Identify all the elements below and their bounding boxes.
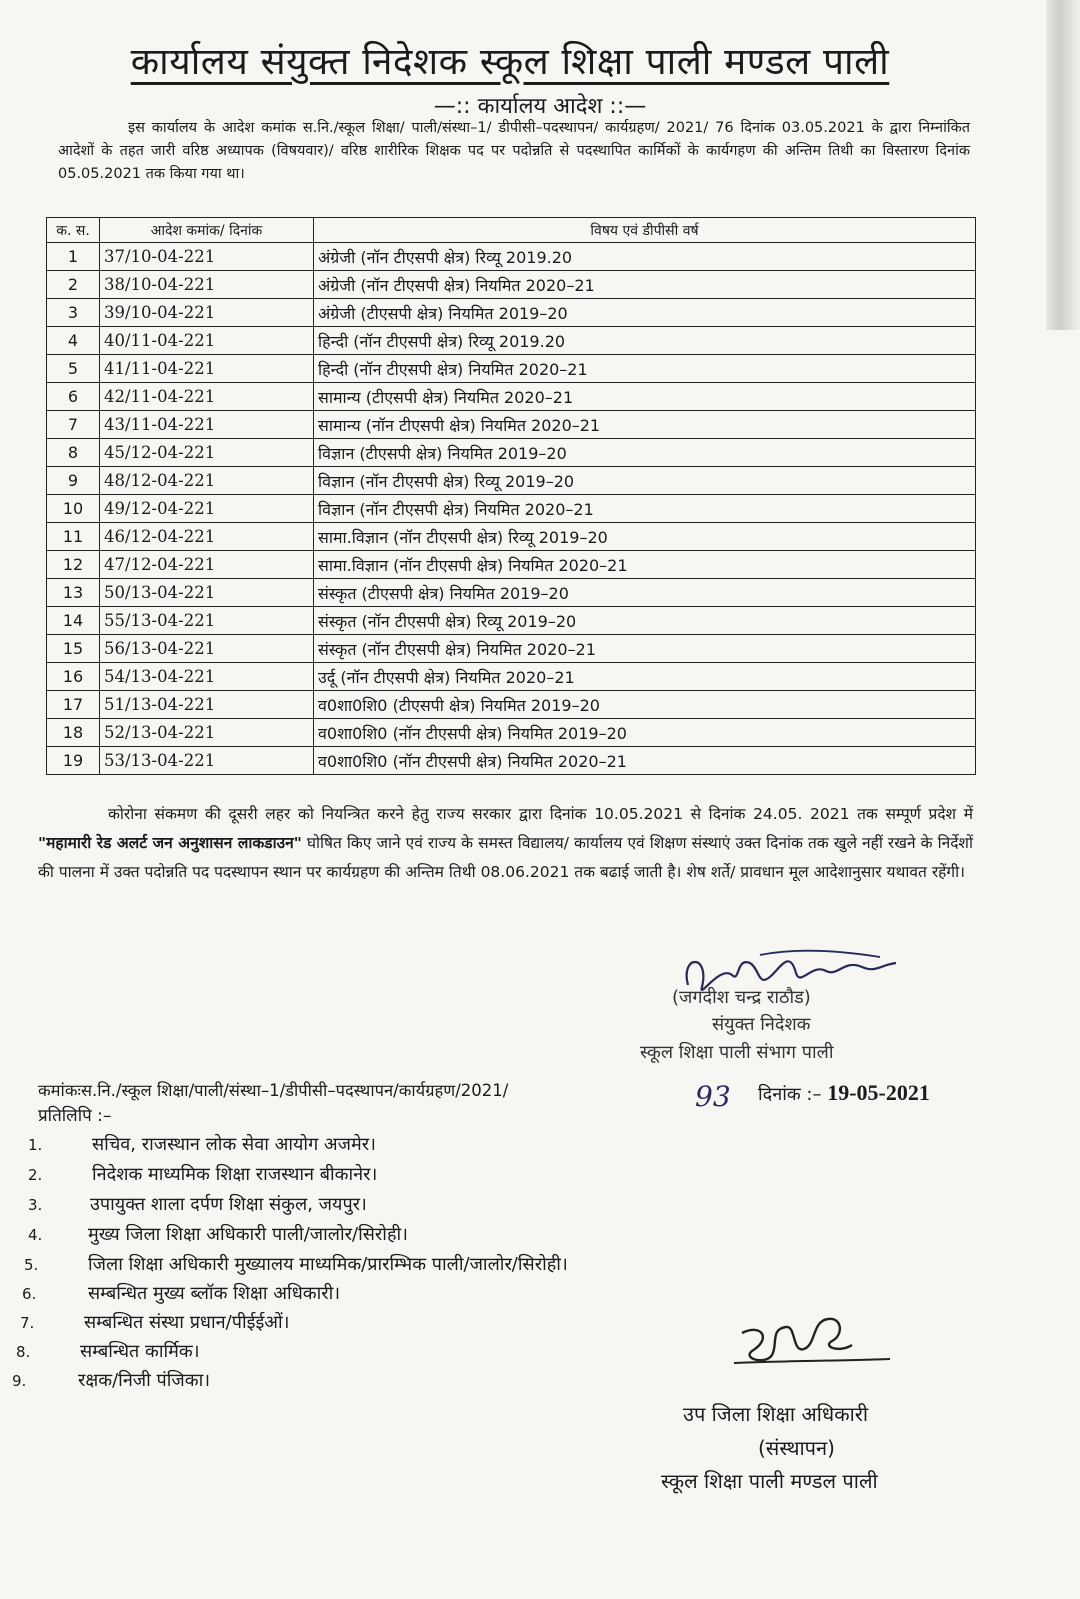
row-subject: संस्कृत (नॉन टीएसपी क्षेत्र) नियमित 2020–21 bbox=[314, 635, 976, 663]
row-order-number: 39/10-04-221 bbox=[100, 299, 314, 327]
copy-item-number: 4. bbox=[28, 1226, 43, 1244]
row-order-number: 51/13-04-221 bbox=[100, 691, 314, 719]
table-row bbox=[47, 299, 976, 327]
row-order-number: 37/10-04-221 bbox=[100, 243, 314, 271]
copy-item-text: निदेशक माध्यमिक शिक्षा राजस्थान बीकानेर। bbox=[92, 1164, 378, 1185]
orders-table bbox=[46, 217, 976, 775]
table-row bbox=[47, 747, 976, 775]
copy-item-number: 2. bbox=[28, 1166, 43, 1184]
table-row bbox=[47, 607, 976, 635]
table-row bbox=[47, 663, 976, 691]
row-order-number: 46/12-04-221 bbox=[100, 523, 314, 551]
row-serial: 3 bbox=[47, 299, 100, 327]
order-heading: —:: कार्यालय आदेश ::— bbox=[433, 94, 647, 119]
row-serial: 6 bbox=[47, 383, 100, 411]
row-serial: 11 bbox=[47, 523, 100, 551]
copy-item-number: 5. bbox=[24, 1256, 39, 1274]
row-serial: 18 bbox=[47, 719, 100, 747]
row-order-number: 56/13-04-221 bbox=[100, 635, 314, 663]
copy-item-number: 9. bbox=[12, 1372, 27, 1390]
row-serial: 1 bbox=[47, 243, 100, 271]
row-order-number: 48/12-04-221 bbox=[100, 467, 314, 495]
deputy-officer-signature bbox=[712, 1305, 902, 1385]
row-serial: 5 bbox=[47, 355, 100, 383]
extension-text-before: कोरोना संकमण की दूसरी लहर को नियन्त्रित करने हेतु राज्य सरकार द्वारा दिनांक 10.05.2021 से दिनांक 24.05. 2021 तक सम्पूर्ण प्रदेश में bbox=[108, 805, 973, 823]
row-subject: व0शा0शि0 (नॉन टीएसपी क्षेत्र) नियमित 2020–21 bbox=[314, 747, 976, 775]
table-row bbox=[47, 495, 976, 523]
reference-date-label: दिनांक :– bbox=[758, 1084, 822, 1105]
table-row bbox=[47, 327, 976, 355]
row-order-number: 50/13-04-221 bbox=[100, 579, 314, 607]
row-subject: सामान्य (टीएसपी क्षेत्र) नियमित 2020–21 bbox=[314, 383, 976, 411]
table-row bbox=[47, 383, 976, 411]
row-subject: अंग्रेजी (टीएसपी क्षेत्र) नियमित 2019–20 bbox=[314, 299, 976, 327]
reference-date: 19-05-2021 bbox=[827, 1080, 930, 1105]
orders-table-body bbox=[47, 243, 976, 775]
row-order-number: 41/11-04-221 bbox=[100, 355, 314, 383]
deputy-officer-designation: उप जिला शिक्षा अधिकारी bbox=[683, 1402, 869, 1426]
row-order-number: 52/13-04-221 bbox=[100, 719, 314, 747]
row-subject: उर्दू (नॉन टीएसपी क्षेत्र) नियमित 2020–21 bbox=[314, 663, 976, 691]
copy-item-number: 7. bbox=[20, 1314, 35, 1332]
row-subject: विज्ञान (नॉन टीएसपी क्षेत्र) रिव्यू 2019–20 bbox=[314, 467, 976, 495]
header-order-number: आदेश कमांक/ दिनांक bbox=[100, 218, 314, 243]
copy-item-number: 8. bbox=[16, 1343, 31, 1361]
copy-list-item bbox=[24, 1252, 568, 1276]
deputy-officer-section: (संस्थापन) bbox=[758, 1436, 835, 1460]
lockdown-highlight: "महामारी रेड अलर्ट जन अनुशासन लाकडाउन" bbox=[38, 834, 302, 852]
row-subject: हिन्दी (नॉन टीएसपी क्षेत्र) नियमित 2020–21 bbox=[314, 355, 976, 383]
row-order-number: 47/12-04-221 bbox=[100, 551, 314, 579]
intro-paragraph: इस कार्यालय के आदेश कमांक स.नि./स्कूल शिक्षा/ पाली/संस्था–1/ डीपीसी–पदस्थापन/ कार्यग्रहण/ 2021/ 76 दिनांक 03.05.2021 के द्वारा निम्नांकित आदेशों के तहत जारी वरिष्ठ अध्यापक (विषयवार)/ वरिष्ठ शारीरिक शिक्षक पद पर पदोन्नति से पदस्थापित कार्मिकों के कार्यगहण की अन्तिम तिथी का विस्तारण दिनांक 05.05.2021 तक किया गया था। bbox=[58, 120, 970, 182]
row-subject: सामान्य (नॉन टीएसपी क्षेत्र) नियमित 2020–21 bbox=[314, 411, 976, 439]
row-serial: 19 bbox=[47, 747, 100, 775]
row-serial: 4 bbox=[47, 327, 100, 355]
copy-item-text: सम्बन्धित संस्था प्रधान/पीईईओं। bbox=[84, 1312, 290, 1333]
table-row bbox=[47, 355, 976, 383]
row-order-number: 49/12-04-221 bbox=[100, 495, 314, 523]
orders-table-header bbox=[47, 218, 976, 243]
row-serial: 13 bbox=[47, 579, 100, 607]
table-row bbox=[47, 243, 976, 271]
row-order-number: 54/13-04-221 bbox=[100, 663, 314, 691]
copy-list-item bbox=[28, 1192, 367, 1216]
copy-item-number: 3. bbox=[28, 1196, 43, 1214]
copy-list-item bbox=[20, 1310, 290, 1334]
row-serial: 10 bbox=[47, 495, 100, 523]
copy-item-text: उपायुक्त शाला दर्पण शिक्षा संकुल, जयपुर। bbox=[90, 1194, 367, 1215]
joint-director-office: स्कूल शिक्षा पाली संभाग पाली bbox=[640, 1042, 834, 1063]
table-row bbox=[47, 467, 976, 495]
extension-text-after: घोषित किए जाने एवं राज्य के समस्त विद्यालय/ कार्यालय एवं शिक्षण संस्थाएं उक्त दिनांक तक खुले नहीं रखने के निर्देशों की पालना में उक्त पदोन्नति पद पदस्थापन स्थान पर कार्यग्रहण की अन्तिम तिथी 08.06.2021 तक बढाई जाती है। शेष शर्ते/ प्रावधान मूल आदेशानुसार यथावत रहेंगी। bbox=[38, 834, 973, 881]
row-serial: 17 bbox=[47, 691, 100, 719]
copy-item-text: सम्बन्धित मुख्य ब्लॉक शिक्षा अधिकारी। bbox=[88, 1283, 341, 1304]
row-subject: विज्ञान (नॉन टीएसपी क्षेत्र) नियमित 2020–21 bbox=[314, 495, 976, 523]
table-row bbox=[47, 271, 976, 299]
row-serial: 2 bbox=[47, 271, 100, 299]
header-serial: क. स. bbox=[47, 218, 100, 243]
copy-list-item bbox=[22, 1281, 340, 1305]
row-serial: 12 bbox=[47, 551, 100, 579]
copy-item-text: मुख्य जिला शिक्षा अधिकारी पाली/जालोर/सिरोही। bbox=[88, 1224, 408, 1245]
table-row bbox=[47, 551, 976, 579]
copy-list-item bbox=[16, 1339, 200, 1363]
row-serial: 9 bbox=[47, 467, 100, 495]
table-row bbox=[47, 579, 976, 607]
copy-item-text: सम्बन्धित कार्मिक। bbox=[80, 1341, 200, 1362]
copy-list-item bbox=[28, 1132, 376, 1156]
table-row bbox=[47, 691, 976, 719]
row-order-number: 43/11-04-221 bbox=[100, 411, 314, 439]
deputy-officer-office: स्कूल शिक्षा पाली मण्डल पाली bbox=[661, 1469, 878, 1493]
copy-item-text: जिला शिक्षा अधिकारी मुख्यालय माध्यमिक/प्रारम्भिक पाली/जालोर/सिरोही। bbox=[88, 1254, 568, 1275]
reference-date-line bbox=[758, 1080, 930, 1106]
copy-to-label: प्रतिलिपि :– bbox=[38, 1106, 112, 1126]
copy-item-number: 6. bbox=[22, 1285, 37, 1303]
page-edge-shadow bbox=[1046, 0, 1080, 330]
header-subject: विषय एवं डीपीसी वर्ष bbox=[314, 218, 976, 243]
copy-list-item bbox=[28, 1162, 377, 1186]
row-subject: विज्ञान (टीएसपी क्षेत्र) नियमित 2019–20 bbox=[314, 439, 976, 467]
row-subject: हिन्दी (नॉन टीएसपी क्षेत्र) रिव्यू 2019.20 bbox=[314, 327, 976, 355]
copy-item-text: रक्षक/निजी पंजिका। bbox=[78, 1370, 211, 1391]
table-row bbox=[47, 411, 976, 439]
office-title: कार्यालय संयुक्त निदेशक स्कूल शिक्षा पाली मण्डल पाली bbox=[130, 40, 890, 83]
row-serial: 14 bbox=[47, 607, 100, 635]
extension-paragraph bbox=[38, 800, 973, 887]
joint-director-designation: संयुक्त निदेशक bbox=[712, 1014, 811, 1035]
copy-list-item bbox=[12, 1368, 210, 1392]
joint-director-name: (जगदीश चन्द्र राठौड) bbox=[672, 987, 811, 1008]
row-order-number: 55/13-04-221 bbox=[100, 607, 314, 635]
copy-item-number: 1. bbox=[28, 1136, 43, 1154]
row-order-number: 53/13-04-221 bbox=[100, 747, 314, 775]
row-subject: संस्कृत (टीएसपी क्षेत्र) नियमित 2019–20 bbox=[314, 579, 976, 607]
table-row bbox=[47, 635, 976, 663]
row-subject: संस्कृत (नॉन टीएसपी क्षेत्र) रिव्यू 2019–20 bbox=[314, 607, 976, 635]
row-order-number: 40/11-04-221 bbox=[100, 327, 314, 355]
row-serial: 15 bbox=[47, 635, 100, 663]
table-row bbox=[47, 719, 976, 747]
row-subject: अंग्रेजी (नॉन टीएसपी क्षेत्र) नियमित 2020–21 bbox=[314, 271, 976, 299]
row-order-number: 38/10-04-221 bbox=[100, 271, 314, 299]
row-subject: सामा.विज्ञान (नॉन टीएसपी क्षेत्र) रिव्यू 2019–20 bbox=[314, 523, 976, 551]
row-subject: सामा.विज्ञान (नॉन टीएसपी क्षेत्र) नियमित 2020–21 bbox=[314, 551, 976, 579]
row-subject: अंग्रेजी (नॉन टीएसपी क्षेत्र) रिव्यू 2019.20 bbox=[314, 243, 976, 271]
row-subject: व0शा0शि0 (नॉन टीएसपी क्षेत्र) नियमित 2019–20 bbox=[314, 719, 976, 747]
row-subject: व0शा0शि0 (टीएसपी क्षेत्र) नियमित 2019–20 bbox=[314, 691, 976, 719]
row-serial: 16 bbox=[47, 663, 100, 691]
copy-list-item bbox=[28, 1222, 408, 1246]
table-row bbox=[47, 523, 976, 551]
reference-prefix: कमांकःस.नि./स्कूल शिक्षा/पाली/संस्था–1/डीपीसी–पदस्थापन/कार्यग्रहण/2021/ bbox=[38, 1081, 509, 1100]
row-order-number: 45/12-04-221 bbox=[100, 439, 314, 467]
table-row bbox=[47, 439, 976, 467]
reference-number: 93 bbox=[695, 1080, 731, 1113]
row-serial: 7 bbox=[47, 411, 100, 439]
copy-item-text: सचिव, राजस्थान लोक सेवा आयोग अजमेर। bbox=[92, 1134, 376, 1155]
row-order-number: 42/11-04-221 bbox=[100, 383, 314, 411]
row-serial: 8 bbox=[47, 439, 100, 467]
